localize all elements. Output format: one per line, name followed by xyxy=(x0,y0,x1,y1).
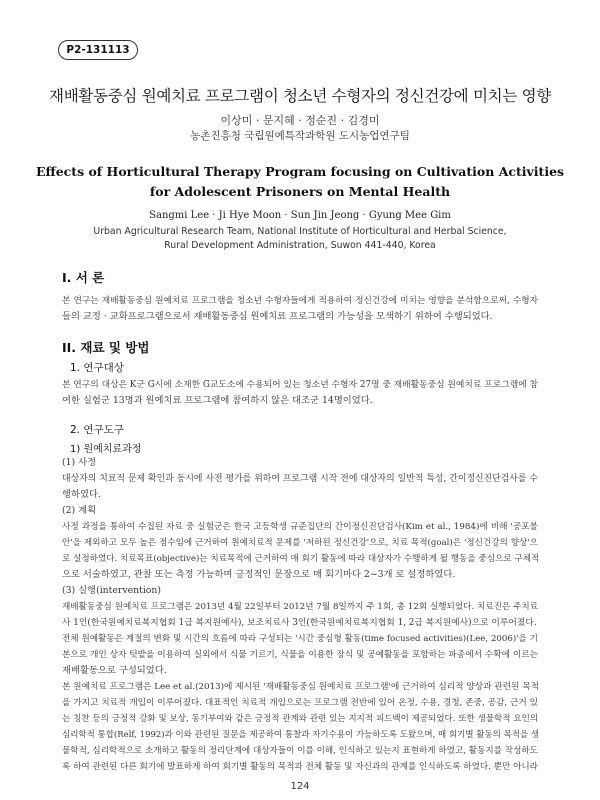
body-line: 을 가지고 치료적 개입이 이루어졌다. 대표적인 치료적 개입으로는 프로그램 전반에 있어 온정, 수용, 경청, 존중, 공감, 근거 있 xyxy=(62,698,538,708)
korean-title: 재배활동중심 원예치료 프로그램이 청소년 수형자의 정신건강에 미치는 영향 xyxy=(49,87,551,105)
section-heading-methods: II. 재료 및 방법 xyxy=(62,340,150,355)
body-line: 사정 과정을 통하여 수집된 자료 중 실험군은 한국 고등학생 규준집단의 간이정신진단검사(Kim et al., 1984)에 비해 '공포불 xyxy=(62,522,538,532)
body-line: 로 설정하였다. 치료목표(objective)는 치료목적에 근거하여 매 회기 활동에 따라 대상자가 수행하게 될 행동을 중심으로 구체적 xyxy=(62,554,540,564)
body-line: 재배활동으로 구성되었다. xyxy=(62,665,167,676)
english-title-line-1: Effects of Horticultural Therapy Program focusing on Cultivation Activities xyxy=(35,164,565,179)
body-line: 안'을 제외하고 모두 높은 점수임에 근거하여 원예치료적 문제를 '저하된 정신건강'으로, 치료 목적(goal)은 '정신건강의 향상'으 xyxy=(62,538,538,548)
english-authors: Sangmi Lee · Ji Hye Moon · Sun Jin Jeong · Gyung Mee Gim xyxy=(149,210,451,221)
item-heading-intervention: (3) 실행(intervention) xyxy=(62,585,162,596)
body-line: 여한 실험군 13명과 원예치료 프로그램에 참여하지 않은 대조군 14명이었다. xyxy=(62,395,373,406)
body-line: 행하였다. xyxy=(62,489,101,500)
body-line: 본 원예치료 프로그램은 Lee et al.(2013)에 제시된 '재배활동중심 원예치료 프로그램'에 근거하여 심리적 양상과 관련된 목적 xyxy=(62,682,539,692)
page-number: 124 xyxy=(290,781,310,792)
english-affiliation-line-1: Urban Agricultural Research Team, National Institute of Horticultural and Herbal Science, xyxy=(93,226,507,237)
subsection-heading-subjects: 1. 연구대상 xyxy=(70,362,124,374)
body-line: 들의 교정 · 교화프로그램으로서 재배활동중심 원예치료 프로그램의 가능성을 모색하기 위하여 수행되었다. xyxy=(62,311,493,322)
subsubsection-heading-process: 1) 원예치료과정 xyxy=(70,444,142,455)
english-title-line-2: for Adolescent Prisoners on Mental Health xyxy=(149,184,451,199)
body-line: 사 1인(한국원예치료복지협회 1급 복지원예사), 보조치료사 3인(한국원예치료복지협회 1, 2급 복지원예사)으로 이루어졌다. xyxy=(62,618,537,628)
english-affiliation-line-2: Rural Development Administration, Suwon 441-440, Korea xyxy=(164,240,436,251)
item-heading-plan: (2) 계획 xyxy=(62,505,97,516)
subsection-heading-tools: 2. 연구도구 xyxy=(70,424,124,436)
poster-id-badge: P2-131113 xyxy=(58,40,138,60)
body-line: 심리학적 통합(Relf, 1992)과 이와 관련된 질문을 제공하여 통찰과 자기수용이 가능하도록 도왔으며, 매 회기별 활동의 목적을 생 xyxy=(62,730,540,740)
body-line: 전체 원예활동은 계절의 변화 및 시간의 흐름에 따라 구성되는 '시간 중심형 활동(time focused activities)(Lee, 2006)'을 기 xyxy=(62,634,538,644)
body-line: 으로 서술하였고, 관찰 또는 측정 가능하며 긍정적인 문장으로 매 회기마다 2~3개 로 설정하였다. xyxy=(62,569,456,580)
item-heading-assessment: (1) 사정 xyxy=(62,457,97,468)
body-line: 본 연구는 재배활동중심 원예치료 프로그램을 청소년 수형자들에게 적용하여 정신건강에 미치는 영향을 분석함으로써, 수형자 xyxy=(62,296,538,306)
body-line: 대상자의 치료적 문제 확인과 동시에 사전 평가를 위하여 프로그램 시작 전에 대상자의 일반적 특성, 간이정신진단검사를 수 xyxy=(62,474,538,484)
body-line: 는 칭찬 등의 긍정적 강화 및 보상, 동기부여와 같은 긍정적 관계와 관련 있는 지지적 피드백이 제공되었다. 또한 생물학적 요인의 xyxy=(62,714,538,724)
body-line: 본 연구의 대상은 K군 G시에 소재한 G교도소에 수용되어 있는 청소년 수형자 27명 중 재배활동중심 원예치료 프로그램에 참 xyxy=(62,380,538,390)
body-line: 물학적, 심리학적으로 소개하고 활동의 정리단계에 대상자들이 이를 이해, 인식하고 있는지 표현하게 하였고, 활동지를 작성하도 xyxy=(62,746,538,756)
section-heading-introduction: I. 서 론 xyxy=(62,270,105,285)
korean-affiliation: 농촌진흥청 국립원예특작과학원 도시농업연구팀 xyxy=(190,130,410,142)
body-line: 본으로 개인 상자 텃밭을 이용하여 실외에서 식물 기르기, 식물을 이용한 장식 및 공예활동을 포함하는 파종에서 수확에 이르는 xyxy=(62,650,538,660)
korean-authors: 이상미 · 문지혜 · 정순진 · 김경미 xyxy=(220,114,380,127)
body-line: 록 하여 관련된 다른 회기에 발표하게 하여 회기별 활동의 목적과 전체 활동 및 자신과의 관계를 인식하도록 하였다. 뿐만 아니라 xyxy=(62,762,538,772)
body-line: 재배활동중심 원예치료 프로그램은 2013년 4월 22일부터 2012년 7월 8일까지 주 1회, 총 12회 실행되었다. 치료진은 주치료 xyxy=(62,602,538,612)
